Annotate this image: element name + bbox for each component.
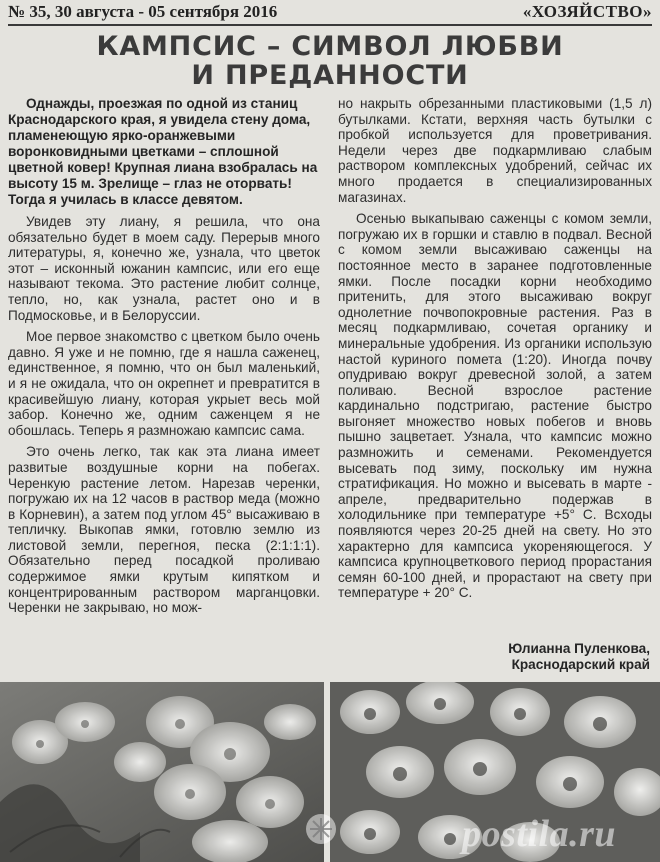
paragraph: Это очень легко, так как эта лиана имеет развитые воздушные корни на побегах. Черенкую растение летом. Нарезав черенки, погружаю их на 12 часов в раствор меда (можно в Корневин), а затем под углом 45° высаживаю в тепличку. Выкопав ямки, готовлю землю из листовой земли, перегноя, песка (2:1:1:1). Обязательно перед посадкой проливаю содержимое ямки крутым кипятком и концентрированным раствором марганцовки. Черенки не закрываю, но мож- (8, 444, 320, 616)
title-line-2: И ПРЕДАННОСТИ (191, 60, 469, 91)
article-title (40, 32, 620, 90)
article-column-left (8, 96, 320, 622)
author-region: Краснодарский край (511, 657, 650, 672)
section-name: «ХОЗЯЙСТВО» (522, 2, 652, 21)
paragraph: Увидев эту лиану, я решила, что она обязательно будет в моем саду. Перерыв много литературы, я, конечно же, узнала, что цветок этот – исконный южанин кампсис, или его еще называют текома. Это растение любит солнце, тепло, но, как узнала, растет оно и в Подмосковье, и в Белоруссии. (8, 214, 320, 323)
postila-logo-icon (304, 812, 338, 846)
article-lead: Однажды, проезжая по одной из станиц Краснодарского края, я увидела стену дома, пламенеющую ярко-оранжевыми воронковидными цветками – сплошной цветной ковер! Крупная лиана взобралась на высоту 15 м. Зрелище – глаз не оторвать! Тогда я училась в классе девятом. (8, 96, 318, 207)
author-signature (508, 641, 650, 673)
issue-date: № 35, 30 августа - 05 сентября 2016 (8, 2, 278, 21)
watermark: postila.ru (462, 813, 616, 855)
page-header (8, 2, 652, 22)
author-name: Юлианна Пуленкова, (508, 641, 650, 656)
title-line-1: КАМПСИС – СИМВОЛ ЛЮБВИ (96, 31, 564, 62)
header-rule (8, 24, 652, 26)
article-column-right (338, 96, 652, 607)
paragraph: Осенью выкапываю саженцы с комом земли, погружаю их в горшки и ставлю в подвал. Весной с комом земли высаживаю саженцы на постоянное место в заранее подготовленные ямки. После посадки корни необходимо притенить, для этого высаживаю вокруг однолетние почвопокровные растения. Раз в месяц подкармливаю, сочетая органику и минеральные удобрения. Из органики использую настой куриного помета (1:20). Иногда почву опудриваю вокруг древесной золой, а затем поливаю. Весной взрослое растение кардинально подстригаю, растение быстро выгоняет множество новых побегов и вновь пышно зацветает. Узнала, что кампсис можно размножить и семенами. Рекомендуется высевать под зиму, поскольку им нужна стратификация. Но можно и высевать в марте - апреле, предварительно подержав в холодильнике при температуре +5° С. Всходы появляются через 20-25 дней на свету. Но это характерно для кампсиса укореняющегося. У кампсиса крупноцветкового период прорастания семян 60-100 дней, и прорастают на свету при температуре + 20° С. (338, 211, 652, 601)
paragraph: Мое первое знакомство с цветком было очень давно. Я уже и не помню, где я нашла саженец, единственное, я помню, что он был маленький, и я не ожидала, что он окрепнет и превратится в красивейшую лиану, которая укрыет весь мой забор. Конечно же, одним саженцем я не обошлась. Теперь я размножаю кампсис сама. (8, 329, 320, 438)
flowers-photo-left (0, 682, 324, 862)
campsis-flowers-photo-left (0, 682, 324, 862)
paragraph: но накрыть обрезанными пластиковыми (1,5 л) бутылками. Кстати, верхняя часть бутылки с пробкой используется для проветривания. Недели через две подкармливаю слабым раствором комплексных удобрений, сейчас их много продается в специализированных магазинах. (338, 96, 652, 205)
